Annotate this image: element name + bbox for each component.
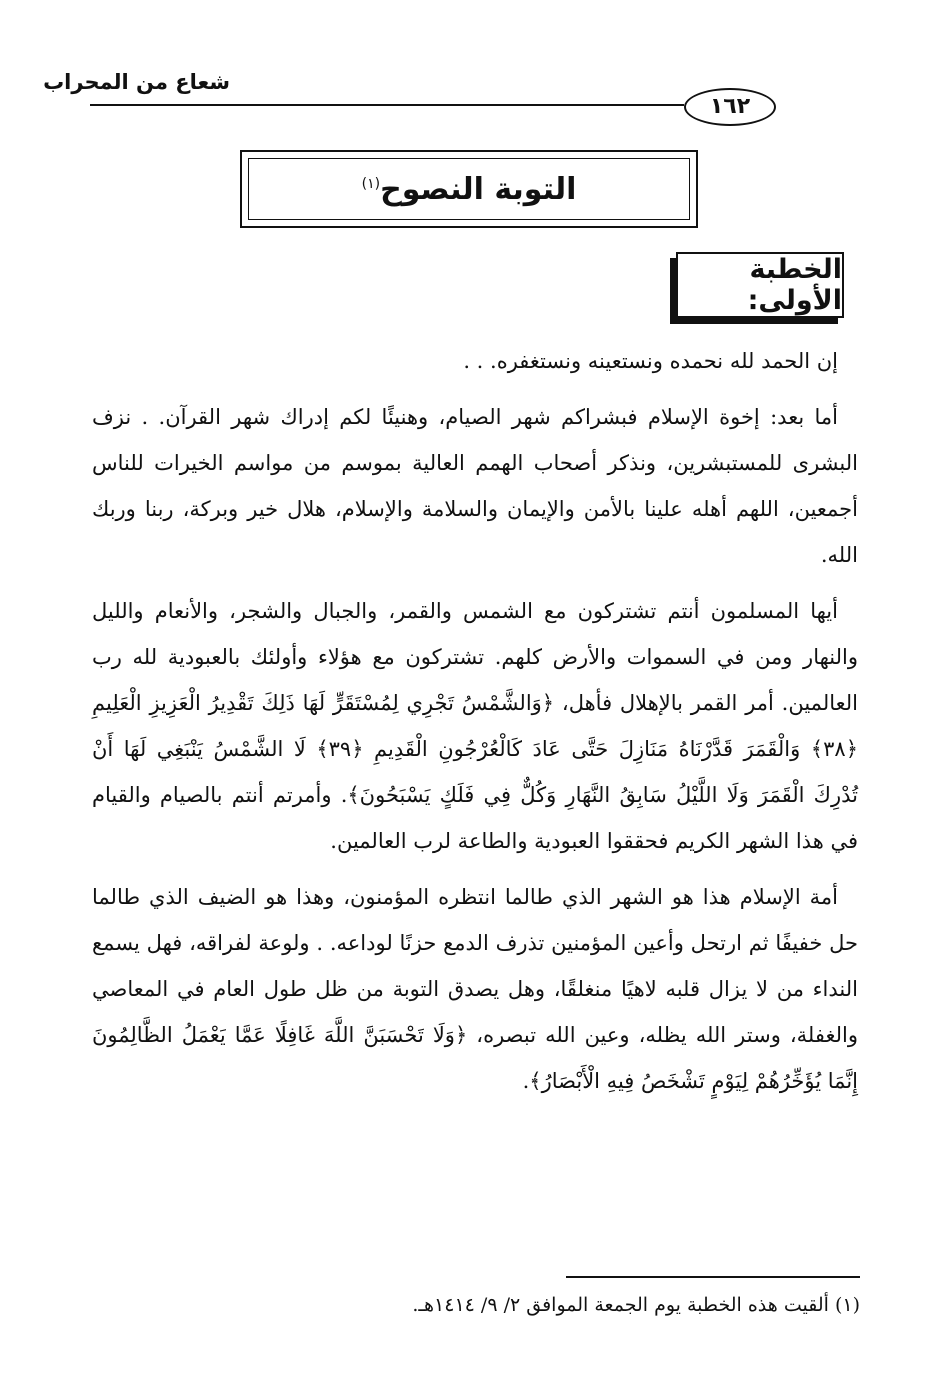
footnote: (١) ألقيت هذه الخطبة يوم الجمعة الموافق ٢/ ٩/ ١٤١٤هـ.	[412, 1294, 860, 1316]
chapter-title	[362, 172, 577, 207]
paragraph: أما بعد: إخوة الإسلام فبشراكم شهر الصيام، وهنيئًا لكم إدراك شهر القرآن. . نزف البشرى للمستبشرين، ونذكر أصحاب الهمم العالية بموسم من مواسم الخيرات للناس أجمعين، اللهم أهله علينا بالأمن والإيمان والسلامة والإسلام، هلال خير وبركة، ربنا وربك الله.	[92, 405, 858, 567]
chapter-title-text: التوبة النصوح	[380, 171, 577, 207]
title-frame	[240, 150, 698, 228]
header-rule	[90, 104, 684, 106]
footnote-rule	[566, 1276, 860, 1278]
page-number: ١٦٢	[684, 88, 776, 126]
paragraph: أيها المسلمون أنتم تشتركون مع الشمس والقمر، والجبال والشجر، والأنعام والليل والنهار ومن في السموات والأرض كلهم. تشتركون مع هؤلاء وأولئك بالعبودية لله رب العالمين. أمر القمر بالإهلال فأهل، ﴿وَالشَّمْسُ تَجْرِي لِمُسْتَقَرٍّ لَهَا ذَلِكَ تَقْدِيرُ الْعَزِيزِ الْعَلِيمِ ﴿٣٨﴾ وَالْقَمَرَ قَدَّرْنَاهُ مَنَازِلَ حَتَّى عَادَ كَالْعُرْجُونِ الْقَدِيمِ ﴿٣٩﴾ لَا الشَّمْسُ يَنْبَغِي لَهَا أَنْ تُدْرِكَ الْقَمَرَ وَلَا اللَّيْلُ سَابِقُ النَّهَارِ وَكُلٌّ فِي فَلَكٍ يَسْبَحُونَ﴾. وأمرتم أنتم بالصيام والقيام في هذا الشهر الكريم فحققوا العبودية والطاعة لرب العالمين.	[92, 599, 858, 853]
section-heading-box	[676, 252, 844, 318]
paragraph: إن الحمد لله نحمده ونستعينه ونستغفره. . .	[463, 349, 838, 373]
section-heading: الخطبة الأولى:	[747, 254, 842, 316]
body-text	[92, 338, 858, 1114]
running-title: شعاع من المحراب	[43, 70, 230, 94]
title-footnote-ref: (١)	[361, 175, 381, 192]
paragraph: أمة الإسلام هذا هو الشهر الذي طالما انتظره المؤمنون، وهذا هو الضيف الذي طالما حل خفيفًا ثم ارتحل وأعين المؤمنين تذرف الدمع حزنًا لوداعه. . ولوعة لفراقه، فهل يسمع النداء من لا يزال قلبه لاهيًا منغلقًا، وهل يصدق التوبة من ظل طول العام في المعاصي والغفلة، وستر الله يظله، وعين الله تبصره، ﴿وَلَا تَحْسَبَنَّ اللَّهَ غَافِلًا عَمَّا يَعْمَلُ الظَّالِمُونَ إِنَّمَا يُؤَخِّرُهُمْ لِيَوْمٍ تَشْخَصُ فِيهِ الْأَبْصَارُ﴾.	[92, 885, 858, 1093]
